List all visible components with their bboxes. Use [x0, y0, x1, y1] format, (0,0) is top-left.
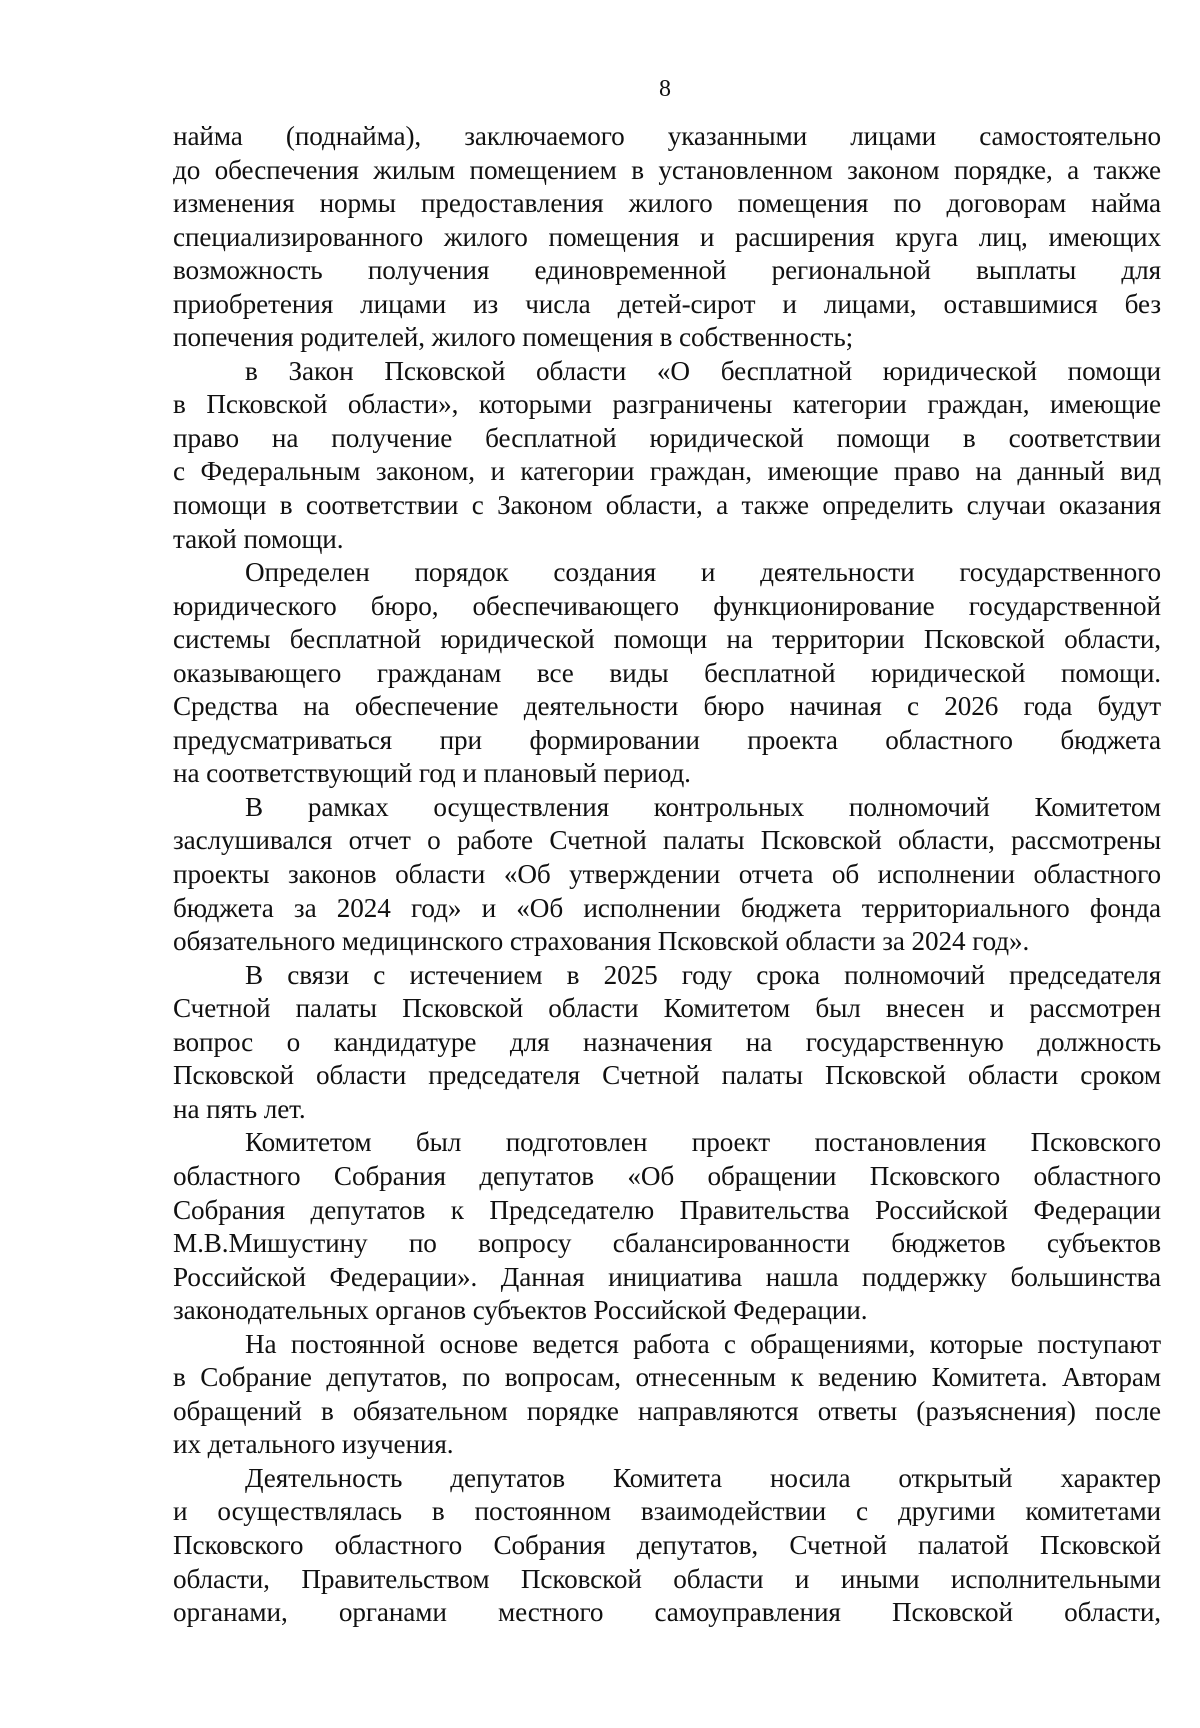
text-line: В рамках осуществления контрольных полномочий Комитетом [245, 791, 1161, 822]
text-line: с Федеральным законом, и категории граждан, имеющие право на данный вид [173, 456, 1161, 487]
text-line: и осуществлялась в постоянном взаимодействии с другими комитетами [173, 1496, 1161, 1527]
text-line: В связи с истечением в 2025 году срока полномочий председателя [245, 959, 1161, 990]
text-line: изменения нормы предоставления жилого помещения по договорам найма [173, 188, 1161, 219]
text-line: бюджета за 2024 год» и «Об исполнении бюджета территориального фонда [173, 892, 1161, 923]
text-line: Средства на обеспечение деятельности бюро начиная с 2026 года будут [173, 691, 1161, 722]
body-text [173, 120, 1161, 1630]
text-line: обязательного медицинского страхования Псковской области за 2024 год». [173, 926, 1030, 957]
paragraph [173, 791, 1161, 959]
text-line: проекты законов области «Об утверждении отчета об исполнении областного [173, 859, 1161, 890]
text-line: области, Правительством Псковской области и иными исполнительными [173, 1563, 1161, 1594]
text-line: Российской Федерации». Данная инициатива нашла поддержку большинства [173, 1261, 1161, 1292]
text-line: Деятельность депутатов Комитета носила открытый характер [245, 1462, 1161, 1493]
paragraph [173, 556, 1161, 791]
text-line: Комитетом был подготовлен проект постановления Псковского [245, 1127, 1161, 1158]
text-line: заслушивался отчет о работе Счетной палаты Псковской области, рассмотрены [173, 825, 1161, 856]
text-line: Собрания депутатов к Председателю Правительства Российской Федерации [173, 1194, 1161, 1225]
text-line: в Псковской области», которыми разграничены категории граждан, имеющие [173, 389, 1161, 420]
text-line: попечения родителей, жилого помещения в собственность; [173, 322, 854, 353]
text-line: системы бесплатной юридической помощи на территории Псковской области, [173, 624, 1161, 655]
text-line: возможность получения единовременной региональной выплаты для [173, 255, 1161, 286]
text-line: законодательных органов субъектов Российской Федерации. [173, 1295, 868, 1326]
page-number: 8 [659, 76, 671, 102]
paragraph [173, 1462, 1161, 1630]
text-line: в Закон Псковской области «О бесплатной юридической помощи [245, 355, 1161, 386]
paragraph [173, 120, 1161, 355]
text-line: оказывающего гражданам все виды бесплатной юридической помощи. [173, 657, 1161, 688]
text-line: на соответствующий год и плановый период. [173, 758, 691, 789]
text-line: помощи в соответствии с Законом области, а также определить случаи оказания [173, 490, 1161, 521]
paragraph [173, 1126, 1161, 1327]
text-line: право на получение бесплатной юридической помощи в соответствии [173, 422, 1161, 453]
text-line: Псковского областного Собрания депутатов, Счетной палатой Псковской [173, 1529, 1161, 1560]
text-line: Псковской области председателя Счетной палаты Псковской области сроком [173, 1060, 1161, 1091]
text-line: такой помощи. [173, 523, 344, 554]
text-line: вопрос о кандидатуре для назначения на государственную должность [173, 1026, 1161, 1057]
text-line: областного Собрания депутатов «Об обращении Псковского областного [173, 1160, 1161, 1191]
text-line: Определен порядок создания и деятельности государственного [245, 557, 1161, 588]
text-line: их детального изучения. [173, 1429, 454, 1460]
paragraph [173, 1328, 1161, 1462]
paragraph [173, 355, 1161, 556]
text-line: специализированного жилого помещения и расширения круга лиц, имеющих [173, 221, 1161, 252]
text-line: приобретения лицами из числа детей-сирот и лицами, оставшимися без [173, 288, 1161, 319]
text-line: на пять лет. [173, 1093, 306, 1124]
text-line: в Собрание депутатов, по вопросам, отнесенным к ведению Комитета. Авторам [173, 1362, 1161, 1393]
text-line: до обеспечения жилым помещением в установленном законом порядке, а также [173, 154, 1161, 185]
text-line: обращений в обязательном порядке направляются ответы (разъяснения) после [173, 1395, 1161, 1426]
text-line: органами, органами местного самоуправления Псковской области, [173, 1597, 1161, 1628]
text-line: юридического бюро, обеспечивающего функционирование государственной [173, 590, 1161, 621]
text-line: На постоянной основе ведется работа с обращениями, которые поступают [245, 1328, 1161, 1359]
paragraph [173, 959, 1161, 1127]
text-line: найма (поднайма), заключаемого указанными лицами самостоятельно [173, 121, 1161, 151]
text-line: Счетной палаты Псковской области Комитетом был внесен и рассмотрен [173, 993, 1161, 1024]
text-line: предусматриваться при формировании проекта областного бюджета [173, 724, 1161, 755]
text-line: М.В.Мишустину по вопросу сбалансированности бюджетов субъектов [173, 1228, 1161, 1259]
